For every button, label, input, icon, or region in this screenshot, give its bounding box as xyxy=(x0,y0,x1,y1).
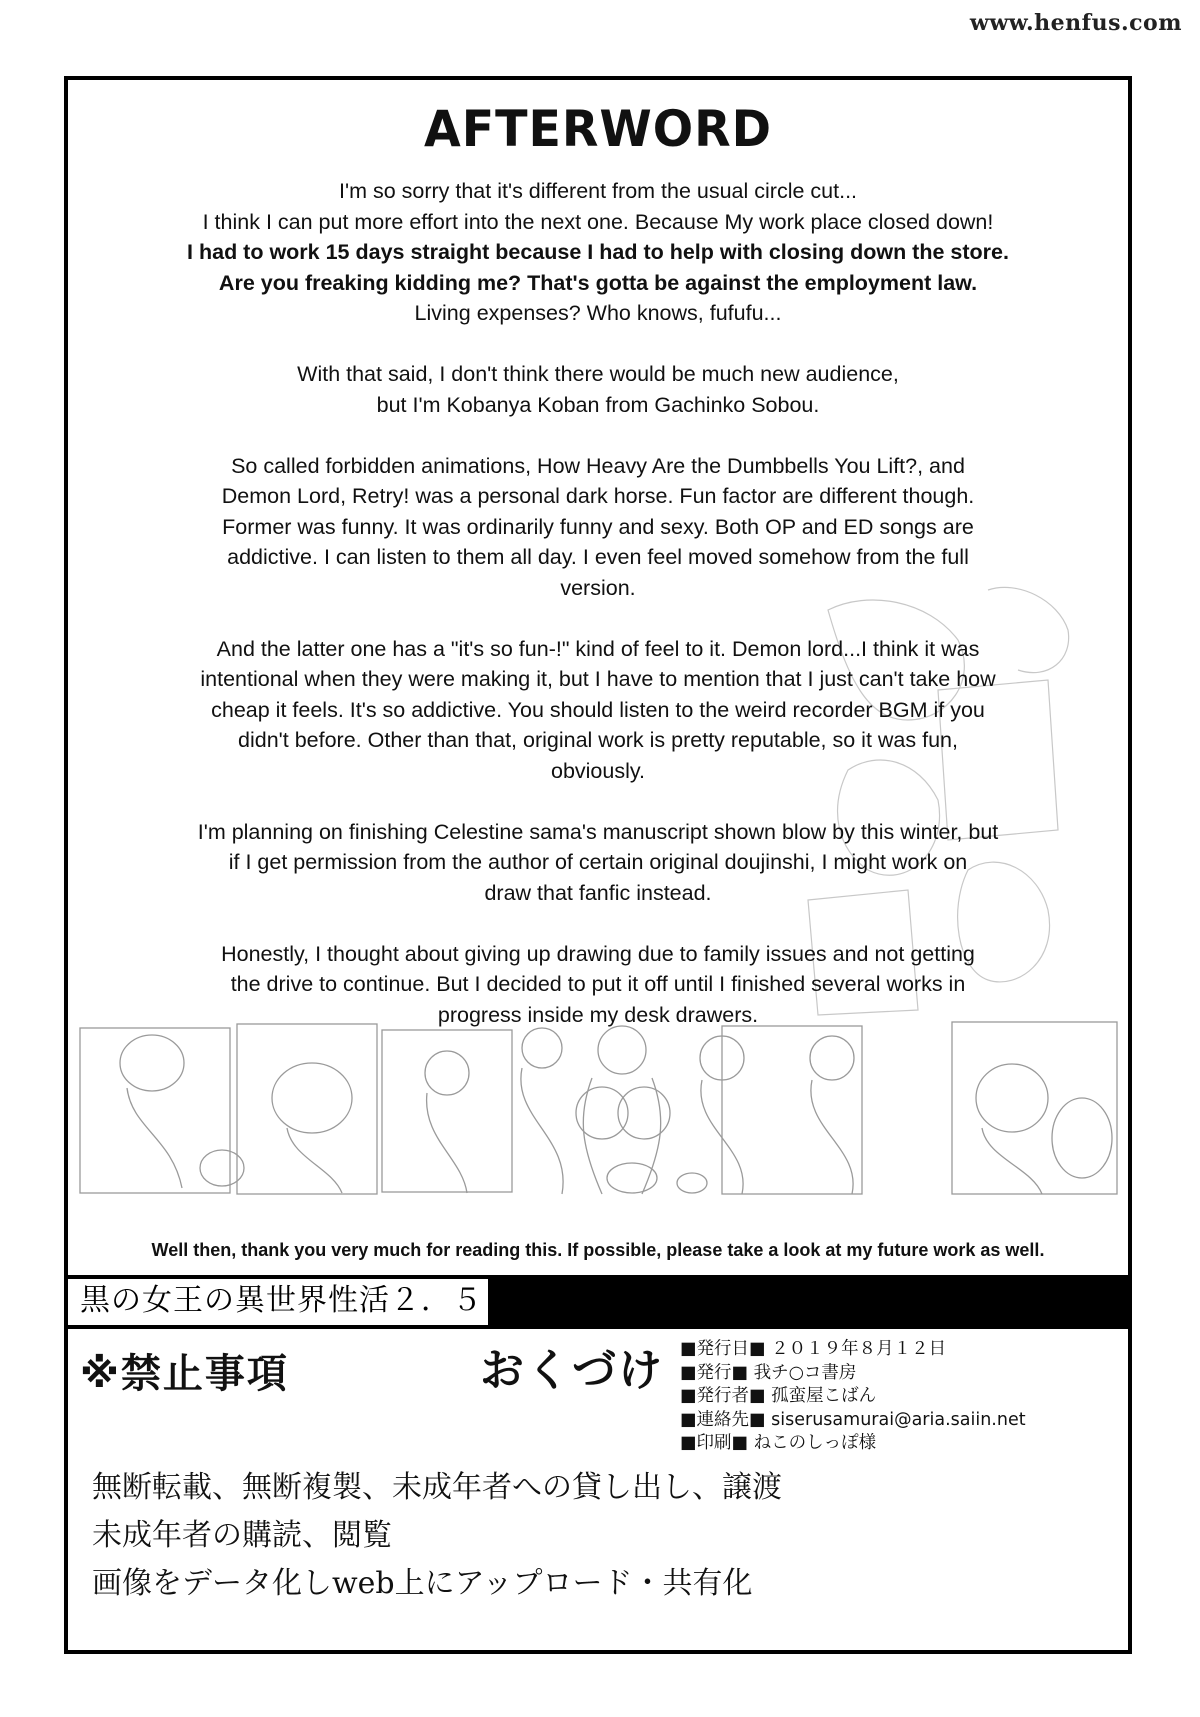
text-line: addictive. I can listen to them all day. I even feel moved somehow from the full xyxy=(227,545,969,569)
prohibited-item: 画像をデータ化しweb上にアップロード・共有化 xyxy=(92,1566,753,1601)
colophon-label: ■連絡先■ xyxy=(680,1409,766,1430)
colophon-value: ２０１９年８月１２日 xyxy=(771,1339,947,1359)
paragraph xyxy=(108,939,1088,1031)
text-line: With that said, I don't think there would be much new audience, xyxy=(297,362,899,386)
paragraph xyxy=(108,359,1088,420)
text-line: Living expenses? Who knows, fufufu... xyxy=(414,301,782,325)
colophon-value: 孤蛮屋こばん xyxy=(771,1386,877,1406)
afterword-body xyxy=(108,176,1088,1061)
colophon-label: ■発行者■ xyxy=(680,1386,766,1406)
text-line: And the latter one has a "it's so fun-!" kind of feel to it. Demon lord...I think it was xyxy=(216,636,980,661)
page-title: AFTERWORD xyxy=(424,100,772,158)
prohibited-item: 無断転載、無断複製、未成年者への貸し出し、譲渡 xyxy=(92,1470,782,1505)
prohibited-item: 未成年者の購読、閲覧 xyxy=(92,1518,392,1553)
colophon-label: ■発行日■ xyxy=(680,1339,766,1359)
text-line: Former was funny. It was ordinarily funny and sexy. Both OP and ED songs are xyxy=(222,514,974,539)
text-line: if I get permission from the author of certain original doujinshi, I might work on xyxy=(228,850,968,874)
text-line: I'm so sorry that it's different from the usual circle cut... xyxy=(338,179,858,203)
colophon-row-contact xyxy=(680,1409,1026,1433)
colophon-value: siserusamurai@aria.saiin.net xyxy=(771,1409,1026,1430)
thanks-line: Well then, thank you very much for reading this. If possible, please take a look at my future work as well. xyxy=(151,1240,1045,1260)
colophon-label: ■印刷■ xyxy=(680,1433,749,1453)
colophon-row-author xyxy=(680,1385,1026,1409)
text-line: didn't before. Other than that, original work is pretty reputable, so it was fun, xyxy=(238,728,958,752)
text-line: So called forbidden animations, How Heavy Are the Dumbbells You Lift?, and xyxy=(231,453,965,478)
prohibited-items-list xyxy=(92,1464,782,1608)
colophon-label: ■発行■ xyxy=(680,1362,749,1383)
paragraph xyxy=(108,451,1088,604)
text-line: cheap it feels. It's so addictive. You should listen to the weird recorder BGM if you xyxy=(211,697,985,722)
colophon-row-publisher xyxy=(680,1362,1026,1386)
text-line: draw that fanfic instead. xyxy=(484,880,712,905)
paragraph xyxy=(108,634,1088,787)
text-line: progress inside my desk drawers. xyxy=(437,1002,759,1027)
text-line: I think I can put more effort into the next one. Because My work place closed down! xyxy=(202,209,994,234)
text-line-bold: Are you freaking kidding me? That's gotta be against the employment law. xyxy=(218,270,978,295)
text-line: Honestly, I thought about giving up drawing due to family issues and not getting xyxy=(221,941,975,966)
text-line: Demon Lord, Retry! was a personal dark horse. Fun factor are different though. xyxy=(221,484,975,508)
paragraph xyxy=(108,176,1088,329)
text-line: intentional when they were making it, but I have to mention that I just can't take how xyxy=(200,667,996,691)
text-line: I'm planning on finishing Celestine sama's manuscript shown blow by this winter, but xyxy=(197,819,999,844)
colophon-row-date xyxy=(680,1338,1026,1362)
text-line: but I'm Kobanya Koban from Gachinko Sobou. xyxy=(376,392,820,417)
sketch-strip-illustration xyxy=(72,1018,1128,1196)
text-line: obviously. xyxy=(550,758,645,783)
colophon-row-printer xyxy=(680,1432,1026,1456)
page-frame xyxy=(64,76,1132,1654)
colophon-value: 我チ○コ書房 xyxy=(753,1362,857,1383)
book-title: 黒の女王の異世界性活２．５ xyxy=(68,1275,488,1329)
book-title-bar xyxy=(68,1275,1128,1329)
prohibited-items-heading: ※禁止事項 xyxy=(80,1351,289,1397)
colophon-value: ねこのしっぽ様 xyxy=(753,1433,877,1453)
text-line: the drive to continue. But I decided to put it off until I finished several works in xyxy=(230,972,966,996)
site-watermark: www.henfus.com xyxy=(969,10,1182,36)
text-line-bold: I had to work 15 days straight because I had to help with closing down the store. xyxy=(187,240,1009,264)
text-line: version. xyxy=(560,575,636,600)
colophon-details xyxy=(680,1338,1026,1456)
paragraph xyxy=(108,817,1088,909)
colophon-heading: おくづけ xyxy=(480,1345,664,1396)
